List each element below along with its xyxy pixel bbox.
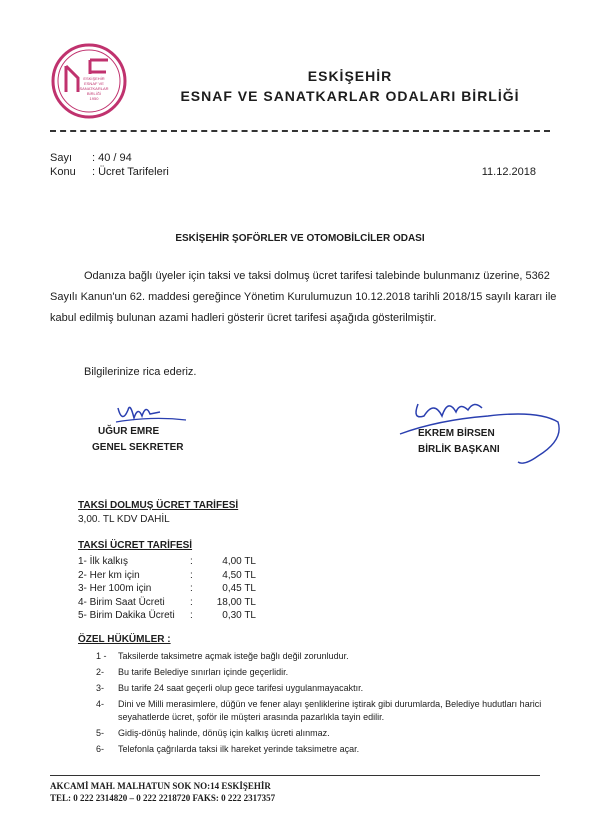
letter-date: 11.12.2018 [481, 166, 536, 178]
tariff-item-value: 0,30 TL [222, 610, 256, 621]
tariff-item-value: 4,50 TL [222, 569, 256, 581]
taksi-title: TAKSİ ÜCRET TARİFESİ [78, 540, 193, 551]
rules-list [96, 650, 548, 756]
tariff-row: 1- İlk kalkış : 4,00 TL [78, 556, 256, 567]
konu-label: Konu [50, 166, 76, 178]
signature-left-name: UĞUR EMRE [98, 426, 160, 437]
svg-text:BİRLİĞİ: BİRLİĞİ [86, 91, 102, 96]
konu-value: : Ücret Tarifeleri [92, 166, 169, 178]
rule-item: 1 - Taksilerde taksimetre açmak isteğe bağlı değil zorunludur. [96, 651, 349, 661]
recipient: ESKİŞEHİR ŞOFÖRLER VE OTOMOBİLCİLER ODASI [175, 233, 425, 244]
rule-item: 4- Dini ve Milli merasimlere, düğün ve fener alayı şenliklerine iştirak gibi durumlarda, Belediye hudutları harici seyahatlerde ücret, şoför ile müşteri arasında pazarlıkla tayin edilir. [96, 699, 542, 722]
regards-line: Bilgilerinize rica ederiz. [84, 366, 197, 378]
rules-title: ÖZEL HÜKÜMLER : [78, 634, 171, 645]
tariff-item-value: 0,45 TL [222, 583, 256, 594]
footer-address-line: AKCAMİ MAH. MALHATUN SOK NO:14 ESKİŞEHİR [50, 781, 271, 791]
konu-row [50, 166, 169, 178]
org-name-line2: ESNAF VE SANATKARLAR ODALARI BİRLİĞİ [180, 88, 520, 104]
tariff-item-name: 3- Her 100m için [78, 583, 152, 594]
sayi-label: Sayı [50, 152, 73, 164]
tariff-item-name: 4- Birim Saat Ücreti [78, 596, 165, 608]
dolmus-title: TAKSİ DOLMUŞ ÜCRET TARİFESİ [78, 500, 239, 511]
signature-right [418, 426, 500, 458]
body-paragraph: Odanıza bağlı üyeler için taksi ve taksi dolmuş ücret tarifesi talebinde bulunmanız üzerine, 5362 Sayılı Kanun'un 62. maddesi gereğince Yönetim Kurulumuzun 10.12.2018 tarihli 2018/15 sayılı kararı ile kabul edilmiş bulunan azami hadleri gösterir ücret tarifesi aşağıda gösterilmiştir. [50, 270, 557, 324]
tariff-row: 3- Her 100m için : 0,45 TL [78, 583, 256, 594]
signature-left-title: GENEL SEKRETER [92, 442, 184, 453]
footer-separator [50, 775, 540, 776]
tariff-row: 5- Birim Dakika Ücreti : 0,30 TL [78, 610, 256, 621]
svg-text:SANATKARLAR: SANATKARLAR [79, 86, 109, 91]
sayi-value: : 40 / 94 [92, 152, 132, 164]
rule-item: 5- Gidiş-dönüş halinde, dönüş için kalkış ücreti alınmaz. [96, 728, 330, 738]
svg-text:1950: 1950 [89, 96, 99, 101]
svg-text:ESNAF VE: ESNAF VE [84, 81, 104, 86]
taksi-tariff-table [78, 555, 256, 623]
tariff-row: 4- Birim Saat Ücreti : 18,00 TL [78, 596, 256, 608]
tariff-item-name: 2- Her km için [78, 569, 140, 581]
signature-right-name: EKREM BİRSEN [418, 428, 495, 439]
tariff-item-value: 18,00 TL [216, 596, 256, 608]
tariff-item-name: 5- Birim Dakika Ücreti [78, 610, 175, 621]
footer-address [50, 780, 275, 804]
tariff-item-value: 4,00 TL [222, 556, 256, 567]
rule-item: 6- Telefonla çağrılarda taksi ilk hareket yerinde taksimetre açar. [96, 744, 360, 754]
dolmus-value: 3,00. TL KDV DAHİL [78, 514, 170, 525]
rule-item: 3- Bu tarife 24 saat geçerli olup gece tarifesi uygulanmayacaktır. [96, 683, 364, 693]
org-name-line1: ESKİŞEHİR [307, 68, 393, 84]
signature-right-title: BİRLİK BAŞKANI [418, 444, 500, 455]
sayi-row [50, 152, 132, 164]
footer-contact-line: TEL: 0 222 2314820 – 0 222 2218720 FAKS: 0 222 2317357 [50, 793, 276, 803]
svg-text:ESKİŞEHİR: ESKİŞEHİR [83, 76, 105, 81]
header-separator [50, 130, 550, 132]
tariff-item-name: 1- İlk kalkış [78, 556, 129, 567]
tariff-row: 2- Her km için : 4,50 TL [78, 569, 256, 581]
rule-item: 2- Bu tarife Belediye sınırları içinde geçerlidir. [96, 667, 289, 677]
signature-left [92, 424, 184, 456]
